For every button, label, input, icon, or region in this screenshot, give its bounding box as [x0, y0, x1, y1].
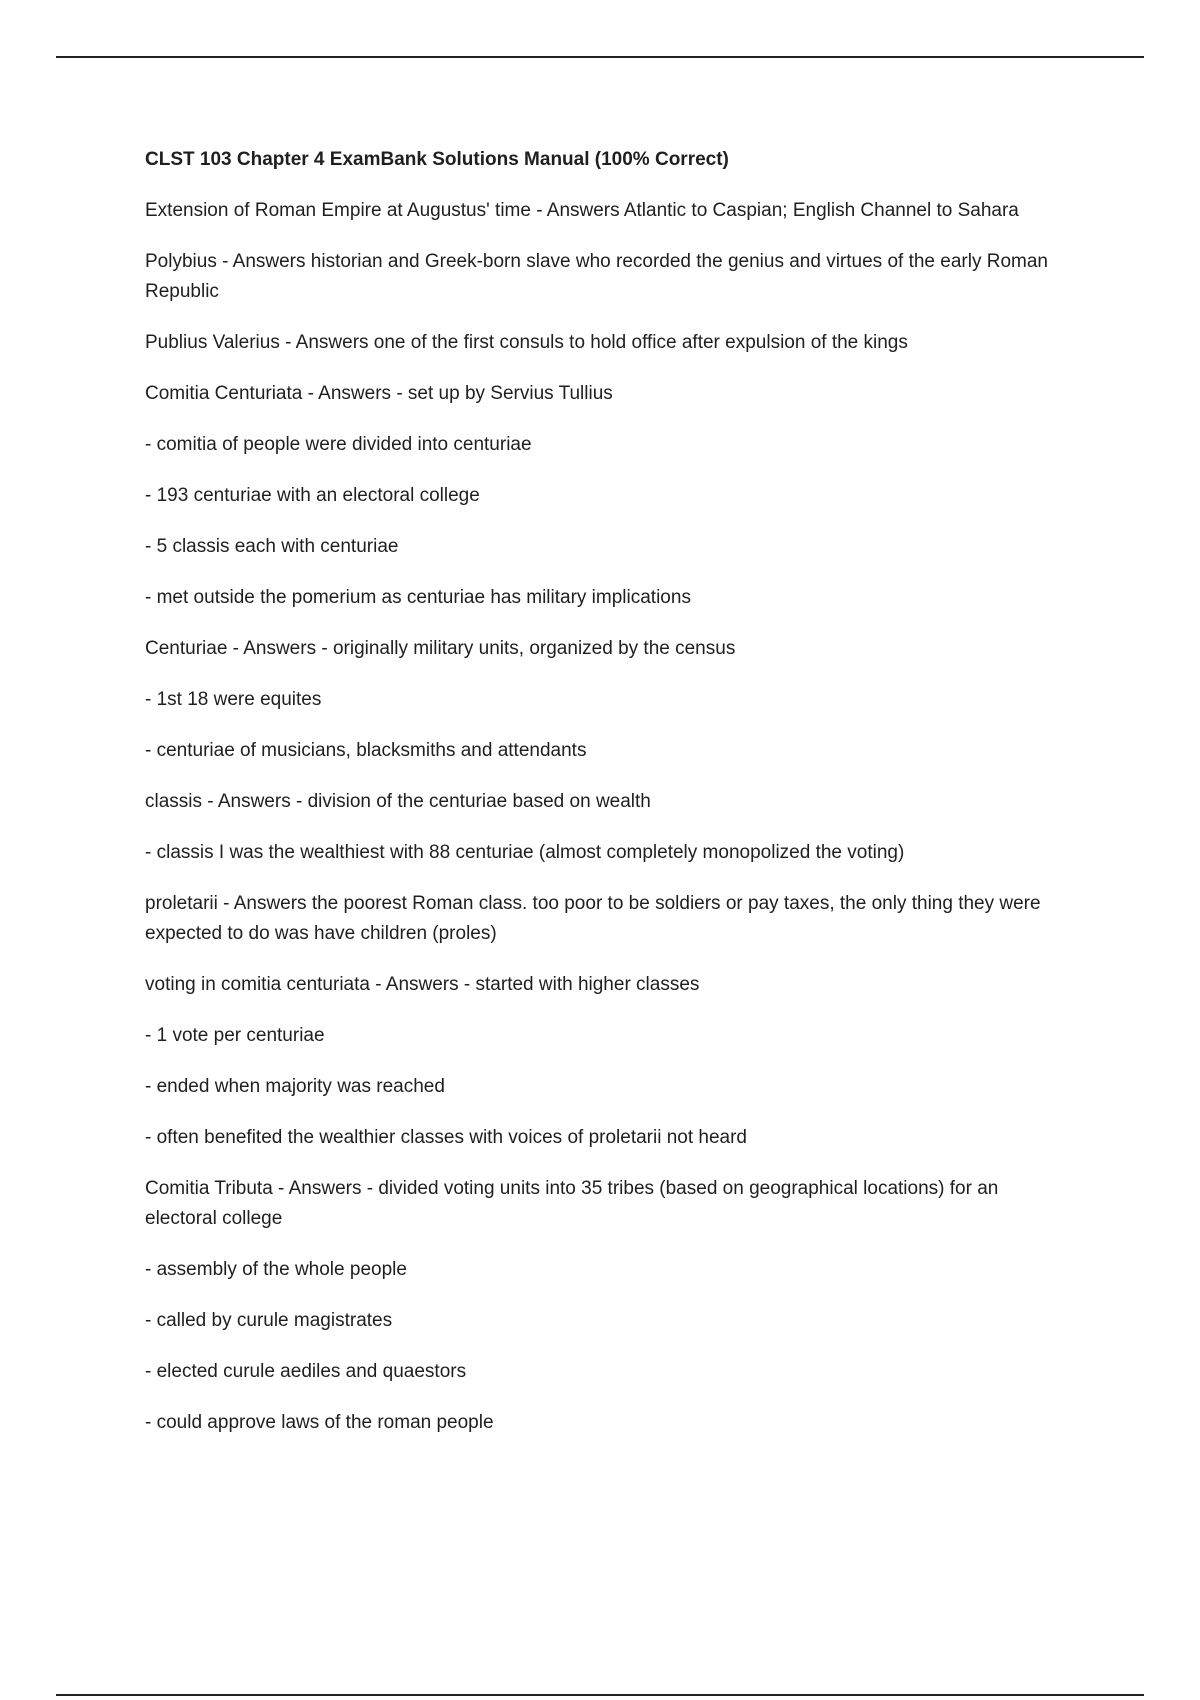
document-title: CLST 103 Chapter 4 ExamBank Solutions Manual (100% Correct) [145, 149, 729, 170]
paragraph: - 1st 18 were equites [145, 689, 322, 710]
paragraph: - comitia of people were divided into centuriae [145, 434, 532, 455]
paragraph: - assembly of the whole people [145, 1259, 407, 1280]
paragraph: - 193 centuriae with an electoral college [145, 485, 480, 506]
top-rule [56, 56, 1144, 58]
paragraph: voting in comitia centuriata - Answers - started with higher classes [145, 974, 700, 995]
paragraph: Extension of Roman Empire at Augustus' time - Answers Atlantic to Caspian; English Channel to Sahara [145, 200, 1019, 221]
paragraph: - often benefited the wealthier classes with voices of proletarii not heard [145, 1127, 747, 1148]
paragraph: proletarii - Answers the poorest Roman class. too poor to be soldiers or pay taxes, the only thing they were expected to do was have children (proles) [145, 893, 1041, 944]
paragraph: - elected curule aediles and quaestors [145, 1361, 467, 1382]
paragraph: - centuriae of musicians, blacksmiths and attendants [145, 740, 587, 761]
paragraph: classis - Answers - division of the centuriae based on wealth [145, 791, 651, 812]
paragraph: - 1 vote per centuriae [145, 1025, 325, 1046]
paragraph: Centuriae - Answers - originally military units, organized by the census [145, 638, 736, 659]
paragraph: Comitia Tributa - Answers - divided voting units into 35 tribes (based on geographical locations) for an electoral college [145, 1178, 999, 1229]
paragraph: - 5 classis each with centuriae [145, 536, 399, 557]
paragraph: - met outside the pomerium as centuriae has military implications [145, 587, 691, 608]
bottom-rule [56, 1694, 1144, 1696]
paragraph: Polybius - Answers historian and Greek-born slave who recorded the genius and virtues of the early Roman Republic [145, 251, 1048, 302]
paragraph: - called by curule magistrates [145, 1310, 393, 1331]
paragraph: Comitia Centuriata - Answers - set up by Servius Tullius [145, 383, 613, 404]
paragraph: - ended when majority was reached [145, 1076, 445, 1097]
document-body [145, 145, 1075, 1459]
paragraph: - classis I was the wealthiest with 88 centuriae (almost completely monopolized the voting) [145, 842, 905, 863]
paragraph: Publius Valerius - Answers one of the first consuls to hold office after expulsion of the kings [145, 332, 908, 353]
paragraph: - could approve laws of the roman people [145, 1412, 494, 1433]
